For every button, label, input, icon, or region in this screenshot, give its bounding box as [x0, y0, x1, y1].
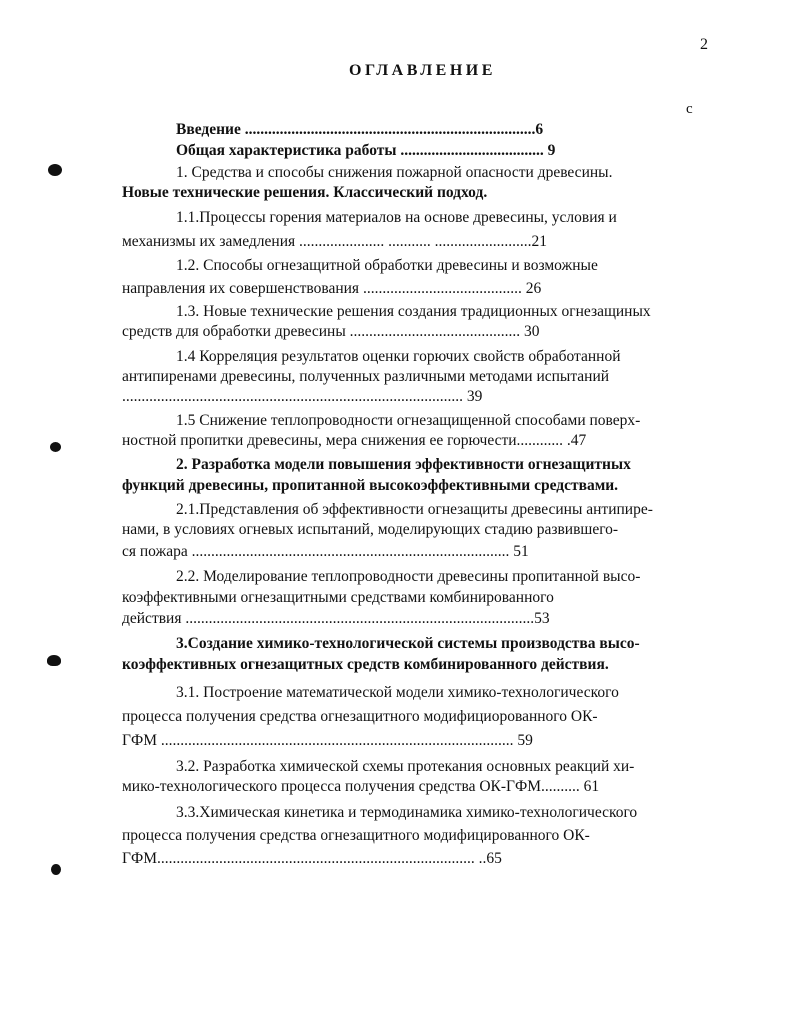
toc-entry-2-1: 2.1.Представления об эффективности огнезащиты древесины антипире- — [176, 501, 653, 518]
page-title: ОГЛАВЛЕНИЕ — [349, 62, 496, 79]
toc-entry-3-1-cont: процесса получения средства огнезащитного модифициорованного ОК- — [122, 708, 598, 725]
toc-entry-3-2-cont: мико-технологического процесса получения средства ОК-ГФМ.......... 61 — [122, 778, 600, 795]
toc-entry-intro: Введение ...........................................................................6 — [176, 121, 544, 138]
toc-entry-1-3-cont: средств для обработки древесины ............................................ 30 — [122, 323, 540, 340]
toc-entry-1-3: 1.3. Новые технические решения создания традиционных огнезащиных — [176, 303, 651, 320]
toc-entry-3-3-cont2: ГФМ.................................................................................. ..65 — [122, 850, 502, 867]
toc-entry-2-2: 2.2. Моделирование теплопроводности древесины пропитанной высо- — [176, 568, 641, 585]
toc-entry-ch2-title-cont: функций древесины, пропитанной высокоэффективными средствами. — [122, 477, 619, 494]
page-number: 2 — [700, 36, 708, 53]
scan-blot — [50, 442, 61, 452]
toc-entry-3-3-cont: процесса получения средства огнезащитного модифицированного ОК- — [122, 827, 590, 844]
toc-entry-1-2-cont: направления их совершенствования ......................................... 26 — [122, 280, 542, 297]
toc-entry-ch3-title: 3.Создание химико-технологической системы производства высо- — [176, 635, 640, 652]
toc-entry-3-1-cont2: ГФМ ........................................................................................... 59 — [122, 732, 533, 749]
toc-entry-1-4-cont: антипиренами древесины, полученных различными методами испытаний — [122, 368, 610, 385]
toc-entry-2-1-cont2: ся пожара .................................................................................. 51 — [122, 543, 529, 560]
page-column-label: с — [686, 101, 693, 117]
toc-entry-ch3-title-cont: коэффективных огнезащитных средств комбинированного действия. — [122, 656, 609, 673]
toc-entry-1-2: 1.2. Способы огнезащитной обработки древесины и возможные — [176, 257, 598, 274]
toc-entry-2-2-cont2: действия ..........................................................................................53 — [122, 610, 550, 627]
scan-blot — [47, 655, 61, 666]
toc-entry-1-5-cont: ностной пропитки древесины, мера снижения ее горючести............ .47 — [122, 432, 587, 449]
toc-entry-1-1-cont: механизмы их замедления ...................... ........... .........................21 — [122, 233, 548, 250]
toc-entry-3-2: 3.2. Разработка химической схемы протекания основных реакций хи- — [176, 758, 635, 775]
toc-entry-2-2-cont: коэффективными огнезащитными средствами комбинированного — [122, 589, 554, 606]
toc-entry-1-1: 1.1.Процессы горения материалов на основе древесины, условия и — [176, 209, 617, 226]
toc-entry-ch2-title: 2. Разработка модели повышения эффективности огнезащитных — [176, 456, 631, 473]
toc-entry-1-4-page: ........................................................................................ 39 — [122, 388, 483, 405]
toc-entry-general: Общая характеристика работы ..................................... 9 — [176, 142, 556, 159]
toc-entry-1-4: 1.4 Корреляция результатов оценки горючих свойств обработанной — [176, 348, 621, 365]
toc-entry-3-1: 3.1. Построение математической модели химико-технологического — [176, 684, 619, 701]
toc-entry-3-3: 3.3.Химическая кинетика и термодинамика химико-технологического — [176, 804, 638, 821]
toc-entry-2-1-cont: нами, в условиях огневых испытаний, моделирующих стадию развившего- — [122, 521, 619, 538]
toc-entry-ch1-title-cont: Новые технические решения. Классический подход. — [122, 184, 488, 201]
toc-entry-1-5: 1.5 Снижение теплопроводности огнезащищенной способами поверх- — [176, 412, 641, 429]
scan-blot — [48, 164, 62, 176]
toc-entry-ch1-title: 1. Средства и способы снижения пожарной опасности древесины. — [176, 164, 613, 181]
scan-blot — [51, 864, 61, 875]
